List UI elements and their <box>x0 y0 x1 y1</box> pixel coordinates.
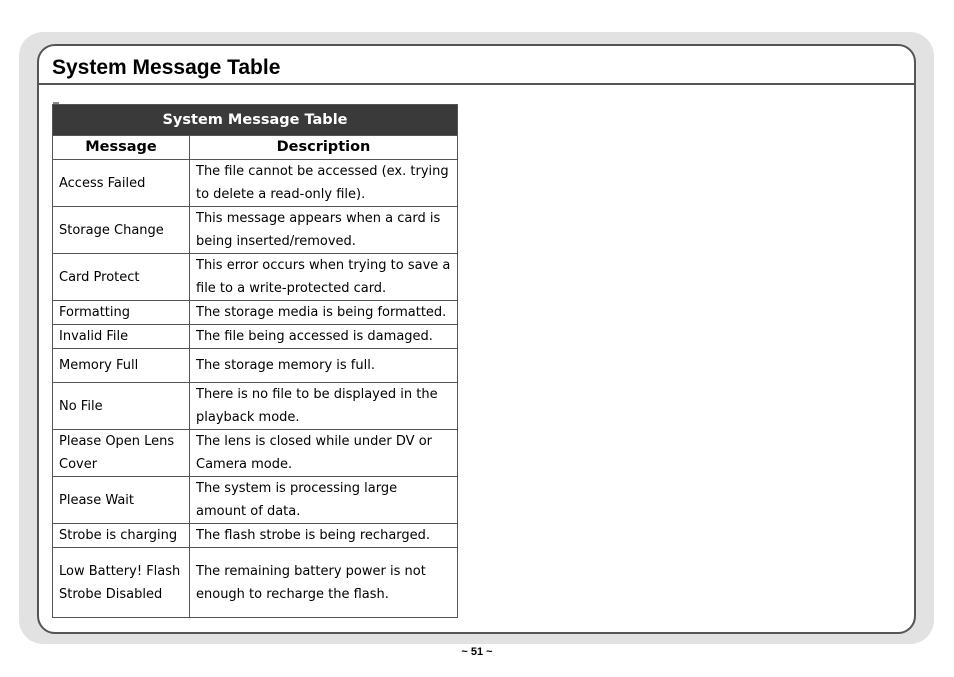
column-header-message: Message <box>53 136 190 160</box>
table-row <box>53 160 458 207</box>
table-row <box>53 477 458 524</box>
table-row <box>53 524 458 548</box>
table-row <box>53 349 458 383</box>
table-row <box>53 430 458 477</box>
column-header-description: Description <box>190 136 458 160</box>
description-cell: The storage media is being formatted. <box>190 301 458 325</box>
page-title: System Message Table <box>52 56 281 79</box>
description-cell: There is no file to be displayed in the playback mode. <box>190 383 458 430</box>
message-cell: Formatting <box>53 301 190 325</box>
description-cell: The flash strobe is being recharged. <box>190 524 458 548</box>
message-cell: Strobe is charging <box>53 524 190 548</box>
page-number: ~ 51 ~ <box>461 646 493 658</box>
description-cell: The remaining battery power is not enough to recharge the flash. <box>190 548 458 618</box>
table-row <box>53 325 458 349</box>
table-row <box>53 207 458 254</box>
message-cell: Memory Full <box>53 349 190 383</box>
message-cell: Storage Change <box>53 207 190 254</box>
description-cell: The file being accessed is damaged. <box>190 325 458 349</box>
description-cell: The system is processing large amount of data. <box>190 477 458 524</box>
description-cell: This error occurs when trying to save a file to a write-protected card. <box>190 254 458 301</box>
message-cell: Access Failed <box>53 160 190 207</box>
description-cell: The storage memory is full. <box>190 349 458 383</box>
system-message-table <box>52 104 458 618</box>
table-row <box>53 254 458 301</box>
message-cell: Card Protect <box>53 254 190 301</box>
message-cell: Invalid File <box>53 325 190 349</box>
table-row <box>53 301 458 325</box>
table-caption: System Message Table <box>53 105 458 136</box>
caption-row <box>53 105 458 136</box>
description-cell: The lens is closed while under DV or Camera mode. <box>190 430 458 477</box>
header-row <box>53 136 458 160</box>
message-cell: Low Battery! Flash Strobe Disabled <box>53 548 190 618</box>
message-cell: Please Wait <box>53 477 190 524</box>
description-cell: The file cannot be accessed (ex. trying to delete a read-only file). <box>190 160 458 207</box>
message-cell: No File <box>53 383 190 430</box>
table-row <box>53 548 458 618</box>
description-cell: This message appears when a card is being inserted/removed. <box>190 207 458 254</box>
message-cell: Please Open Lens Cover <box>53 430 190 477</box>
title-divider <box>37 83 916 85</box>
table-row <box>53 383 458 430</box>
